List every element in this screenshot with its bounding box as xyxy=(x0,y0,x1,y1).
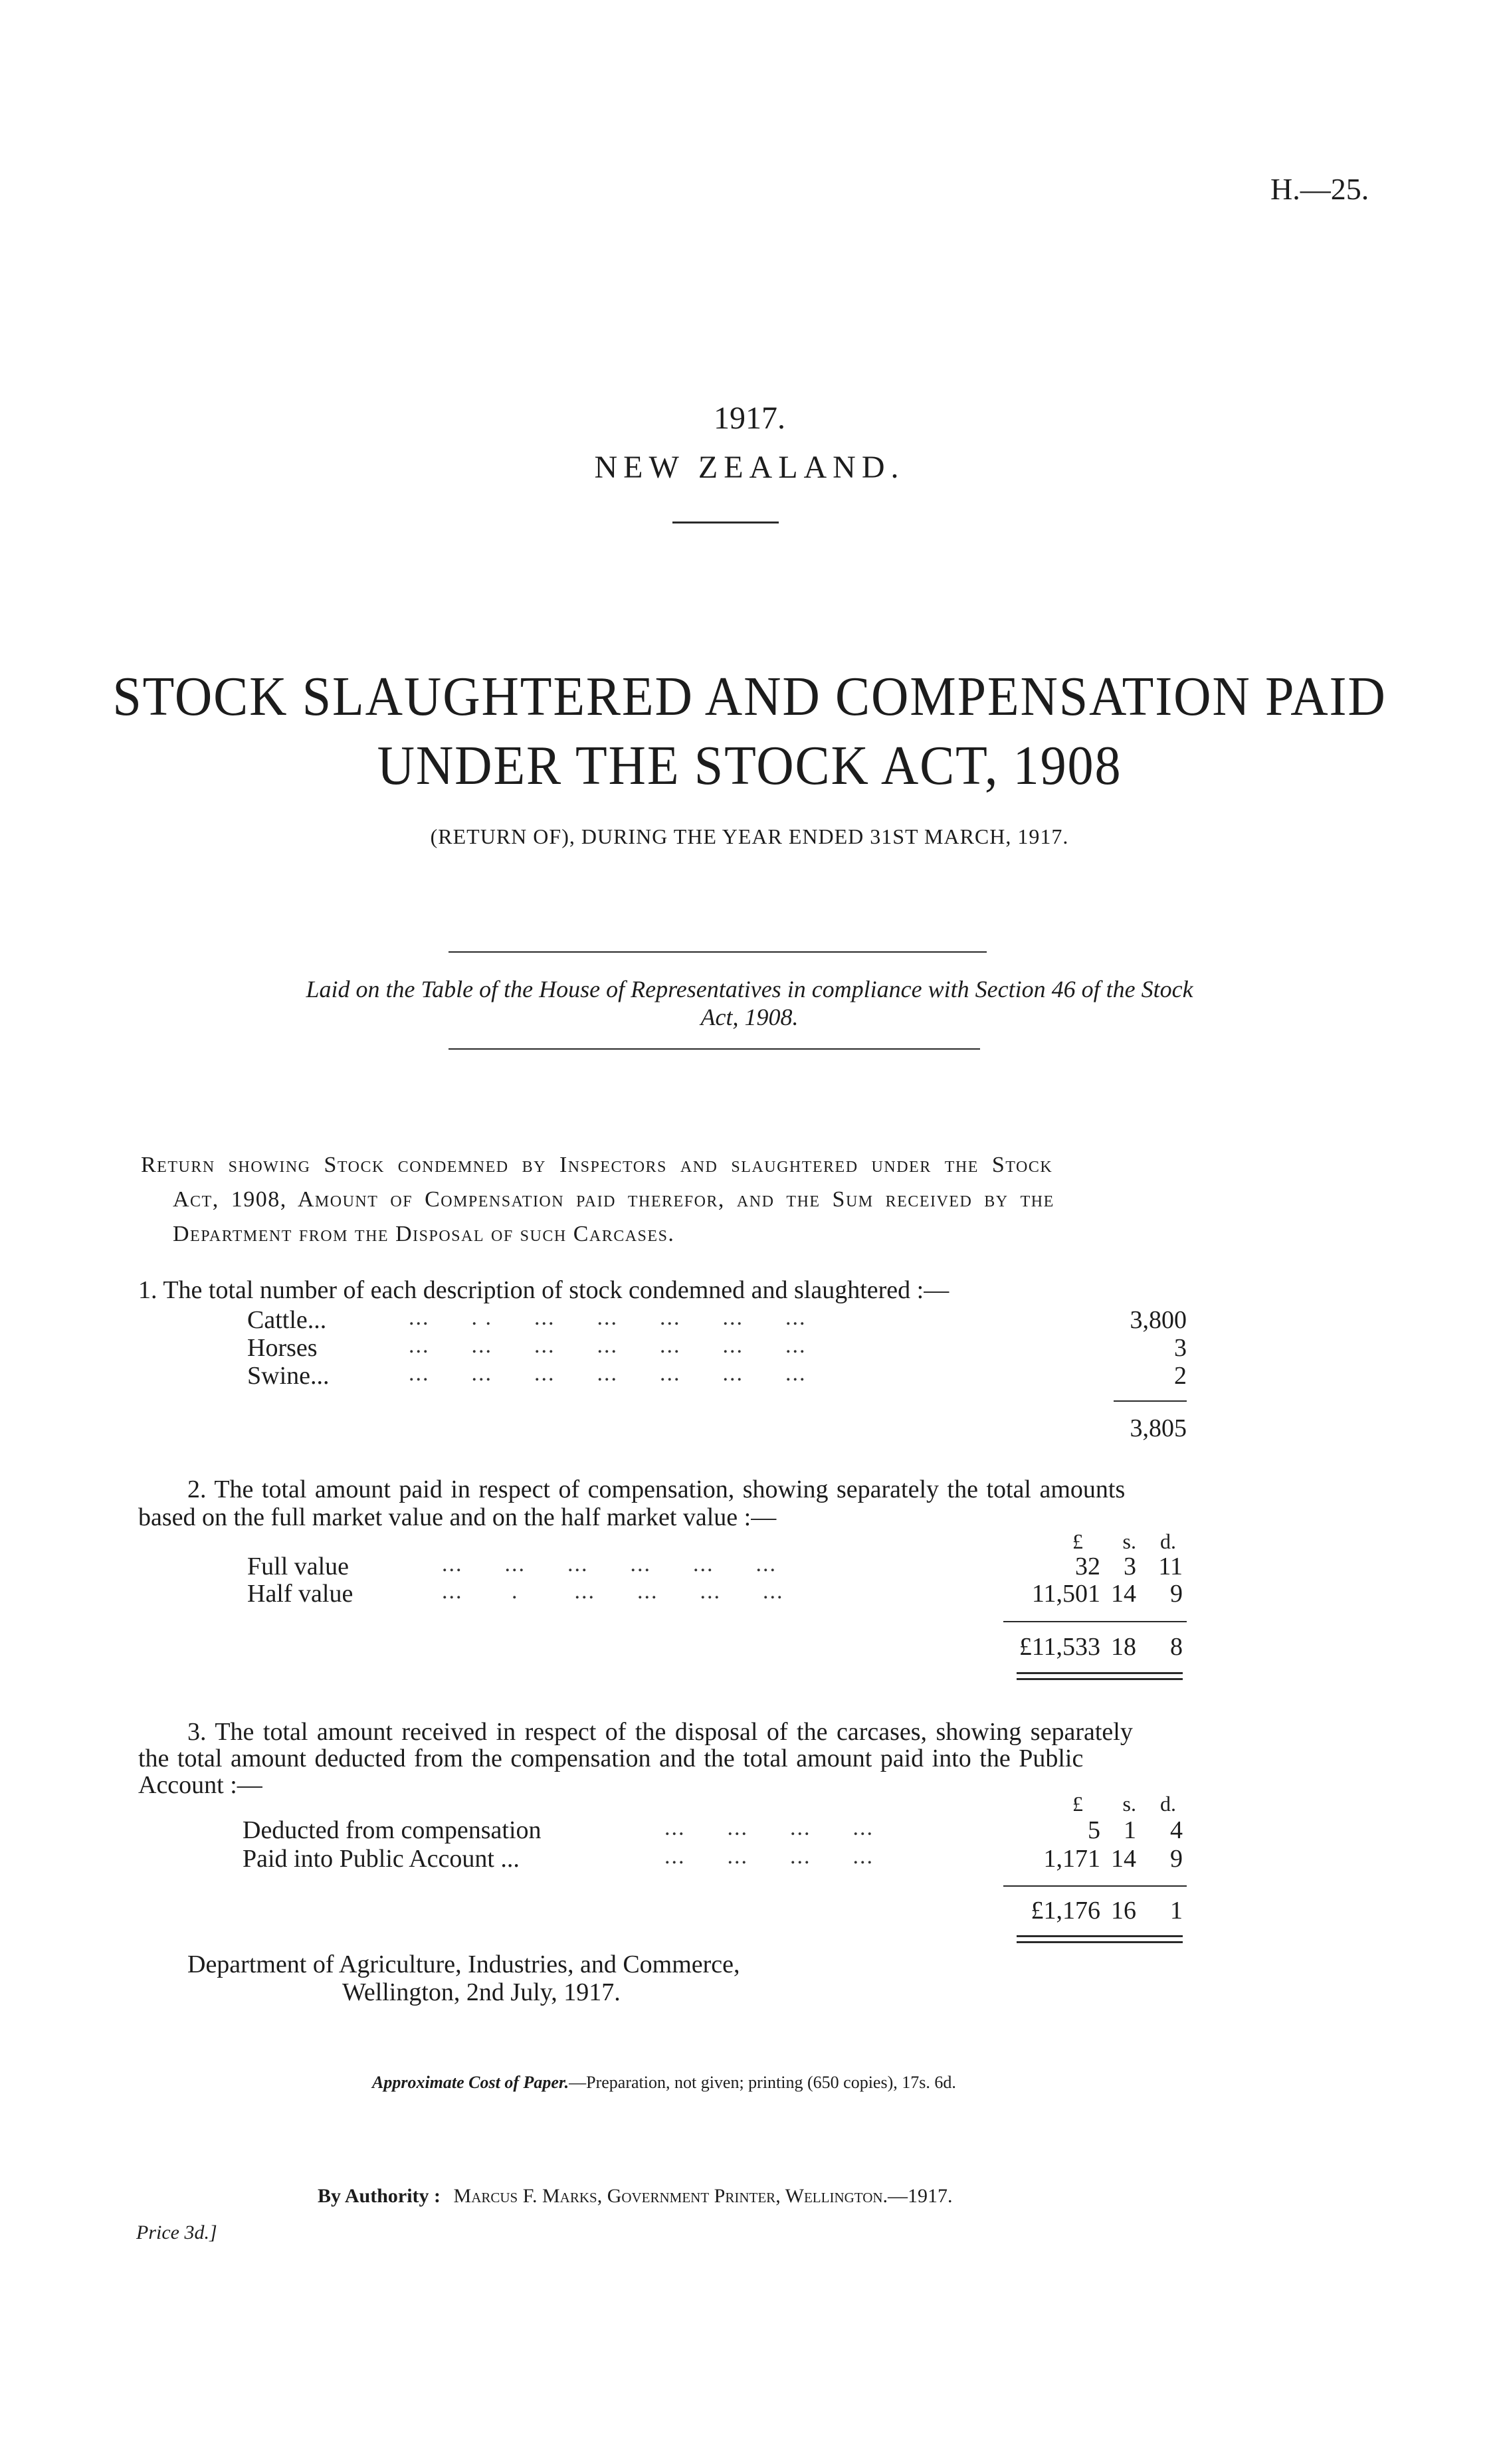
return-heading-line2: Act, 1908, Amount of Compensation paid therefor, and the Sum received by the xyxy=(173,1187,1054,1212)
leader-dots: ... ... ... ... ... ... ... xyxy=(409,1333,807,1358)
row-label: Full value xyxy=(247,1553,350,1580)
cost-note xyxy=(372,2073,956,2093)
total-rule xyxy=(1003,1621,1187,1622)
pounds-header: £ xyxy=(1072,1529,1083,1553)
section3-intro-line1: 3. The total amount received in respect of the disposal of the carcases, showing separately xyxy=(187,1718,1133,1746)
shillings-value: 14 xyxy=(1111,1580,1136,1608)
row-label: Half value xyxy=(247,1580,353,1608)
section3-total-shillings: 16 xyxy=(1111,1897,1136,1925)
double-rule xyxy=(1017,1935,1183,1937)
row-value: 3 xyxy=(1174,1334,1187,1362)
signature-department: Department of Agriculture, Industries, and Commerce, xyxy=(187,1950,740,1978)
section2-intro-line1: 2. The total amount paid in respect of compensation, showing separately the total amounts xyxy=(187,1475,1126,1503)
row-value: 2 xyxy=(1174,1362,1187,1390)
double-rule xyxy=(1017,1941,1183,1943)
shillings-value: 14 xyxy=(1111,1845,1136,1873)
authority-label: By Authority : xyxy=(318,2185,441,2207)
total-rule xyxy=(1114,1400,1187,1402)
document-title-line1: STOCK SLAUGHTERED AND COMPENSATION PAID xyxy=(112,666,1387,727)
shillings-value: 3 xyxy=(1124,1553,1136,1580)
pounds-value: 1,171 xyxy=(1043,1845,1100,1873)
pounds-value: 11,501 xyxy=(1031,1580,1100,1608)
cost-label: Approximate Cost of Paper. xyxy=(372,2073,569,2092)
return-heading-line3: Department from the Disposal of such Carcases. xyxy=(173,1222,675,1246)
section2-total-pence: 8 xyxy=(1170,1633,1183,1661)
return-heading-line1: Return showing Stock condemned by Inspectors and slaughtered under the Stock xyxy=(141,1153,1053,1177)
divider xyxy=(449,1048,980,1050)
country: NEW ZEALAND. xyxy=(594,450,905,485)
leader-dots: ... . ... ... ... ... xyxy=(442,1579,784,1604)
section2-intro-line2: based on the full market value and on the half market value :— xyxy=(138,1503,777,1531)
row-value: 3,800 xyxy=(1130,1306,1187,1334)
row-label: Horses xyxy=(247,1334,318,1362)
laid-note-line1: Laid on the Table of the House of Representatives in compliance with Section 46 of the Stock xyxy=(306,976,1193,1002)
pence-value: 9 xyxy=(1170,1845,1183,1873)
section3-total-pence: 1 xyxy=(1170,1897,1183,1925)
section2-total-pounds: £11,533 xyxy=(1019,1633,1100,1661)
double-rule xyxy=(1017,1678,1183,1680)
authority-text: Marcus F. Marks, Government Printer, Wellington.—1917. xyxy=(453,2185,953,2207)
page-reference: H.—25. xyxy=(1270,172,1369,206)
double-rule xyxy=(1017,1672,1183,1674)
divider xyxy=(449,951,987,953)
shillings-value: 1 xyxy=(1124,1816,1136,1844)
divider xyxy=(672,521,779,523)
leader-dots: ... ... ... ... xyxy=(664,1816,874,1840)
shillings-header: s. xyxy=(1122,1792,1136,1816)
leader-dots: ... ... ... ... ... ... ... xyxy=(409,1361,807,1386)
leader-dots: ... ... ... ... xyxy=(664,1844,874,1869)
laid-note-line2: Act, 1908. xyxy=(700,1004,799,1030)
pounds-header: £ xyxy=(1072,1792,1083,1816)
shillings-header: s. xyxy=(1122,1529,1136,1553)
section3-intro-line3: Account :— xyxy=(138,1771,262,1799)
pounds-value: 32 xyxy=(1075,1553,1100,1580)
row-label: Deducted from compensation xyxy=(243,1816,542,1844)
pence-header: d. xyxy=(1160,1792,1176,1816)
row-label: Swine... xyxy=(247,1362,330,1390)
leader-dots: ... . . ... ... ... ... ... xyxy=(409,1305,807,1330)
section2-total-shillings: 18 xyxy=(1111,1633,1136,1661)
document-subtitle: (RETURN OF), DURING THE YEAR ENDED 31ST MARCH, 1917. xyxy=(430,824,1069,848)
price: Price 3d.] xyxy=(136,2222,217,2243)
document-title-line2: UNDER THE STOCK ACT, 1908 xyxy=(377,735,1122,797)
section1-total: 3,805 xyxy=(1130,1414,1187,1442)
section3-total-pounds: £1,176 xyxy=(1031,1897,1100,1925)
cost-text: —Preparation, not given; printing (650 copies), 17s. 6d. xyxy=(569,2073,956,2092)
leader-dots: ... ... ... ... ... ... xyxy=(442,1552,777,1576)
pence-value: 4 xyxy=(1170,1816,1183,1844)
pence-value: 11 xyxy=(1158,1553,1183,1580)
row-label: Paid into Public Account ... xyxy=(243,1845,520,1873)
pounds-value: 5 xyxy=(1088,1816,1100,1844)
section3-intro-line2: the total amount deducted from the compensation and the total amount paid into the Public xyxy=(138,1745,1084,1772)
section1-intro: 1. The total number of each description of stock condemned and slaughtered :— xyxy=(138,1276,949,1304)
authority-line xyxy=(318,2185,953,2208)
row-label: Cattle... xyxy=(247,1306,327,1334)
year: 1917. xyxy=(714,401,785,436)
signature-date: Wellington, 2nd July, 1917. xyxy=(342,1978,621,2006)
pence-value: 9 xyxy=(1170,1580,1183,1608)
total-rule xyxy=(1003,1885,1187,1887)
pence-header: d. xyxy=(1160,1529,1176,1553)
